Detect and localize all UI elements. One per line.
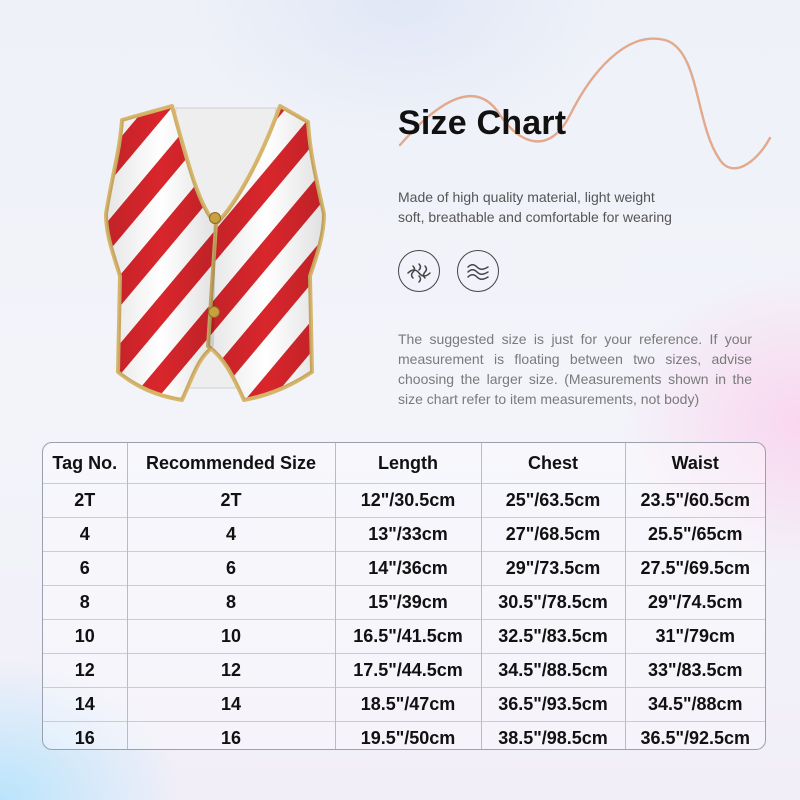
cell-tag-no: 10 (74, 626, 95, 646)
cell-length: 12"/30.5cm (335, 484, 481, 518)
cell-waist: 36.5"/92.5cm (625, 722, 765, 751)
table-row (43, 620, 765, 654)
cell-length: 17.5"/44.5cm (335, 654, 481, 688)
table-row (43, 722, 765, 751)
cell-recommended-size: 8 (127, 586, 335, 620)
cell-length: 16.5"/41.5cm (335, 620, 481, 654)
cell-recommended-size: 2T (127, 484, 335, 518)
cell-tag-no: 4 (79, 524, 90, 544)
cell-tag-no: 14 (74, 694, 95, 714)
cell-length: 18.5"/47cm (335, 688, 481, 722)
cell-chest: 36.5"/93.5cm (481, 688, 625, 722)
size-note: The suggested size is just for your reference. If your measurement is floating between two sizes, advise choosing the larger size. (Measurements shown in the size chart refer to item measurements, not body) (398, 331, 752, 407)
soft-fabric-icon (457, 250, 499, 292)
cell-chest: 30.5"/78.5cm (481, 586, 625, 620)
cell-waist: 33"/83.5cm (625, 654, 765, 688)
cell-recommended-size: 10 (127, 620, 335, 654)
table-header-row (43, 443, 765, 484)
cell-length: 14"/36cm (335, 552, 481, 586)
product-description (398, 187, 718, 227)
table-row (43, 552, 765, 586)
cell-recommended-size: 6 (127, 552, 335, 586)
cell-chest: 38.5"/98.5cm (481, 722, 625, 751)
description-line: Made of high quality material, light weight (398, 189, 655, 205)
cell-tag-no: 8 (79, 592, 90, 612)
cell-chest: 34.5"/88.5cm (481, 654, 625, 688)
header-recommended-size: Recommended Size (127, 443, 335, 484)
cell-recommended-size: 16 (127, 722, 335, 751)
size-table-container (42, 442, 766, 750)
cell-tag-no: 16 (74, 728, 95, 748)
decorative-swirl (380, 20, 780, 180)
cell-chest: 27"/68.5cm (481, 518, 625, 552)
cell-recommended-size: 4 (127, 518, 335, 552)
cell-recommended-size: 14 (127, 688, 335, 722)
cell-waist: 29"/74.5cm (625, 586, 765, 620)
cell-chest: 25"/63.5cm (481, 484, 625, 518)
table-row (43, 484, 765, 518)
cell-chest: 29"/73.5cm (481, 552, 625, 586)
cell-length: 15"/39cm (335, 586, 481, 620)
page-title: Size Chart (398, 104, 567, 142)
cell-recommended-size: 12 (127, 654, 335, 688)
table-row (43, 586, 765, 620)
cell-waist: 23.5"/60.5cm (625, 484, 765, 518)
header-chest: Chest (481, 443, 625, 484)
table-row (43, 654, 765, 688)
cell-length: 19.5"/50cm (335, 722, 481, 751)
cell-tag-no: 6 (79, 558, 90, 578)
header-length: Length (335, 443, 481, 484)
cell-tag-no: 2T (74, 490, 96, 510)
cell-waist: 34.5"/88cm (625, 688, 765, 722)
cell-tag-no: 12 (74, 660, 95, 680)
table-row (43, 688, 765, 722)
product-vest-image (98, 96, 330, 414)
description-line: soft, breathable and comfortable for wearing (398, 209, 672, 225)
cell-waist: 27.5"/69.5cm (625, 552, 765, 586)
cell-waist: 31"/79cm (625, 620, 765, 654)
table-row (43, 518, 765, 552)
cell-chest: 32.5"/83.5cm (481, 620, 625, 654)
breathable-icon (398, 250, 440, 292)
header-tag-no: Tag No. (52, 452, 118, 473)
header-waist: Waist (625, 443, 765, 484)
cell-length: 13"/33cm (335, 518, 481, 552)
size-table (43, 443, 765, 750)
cell-waist: 25.5"/65cm (625, 518, 765, 552)
